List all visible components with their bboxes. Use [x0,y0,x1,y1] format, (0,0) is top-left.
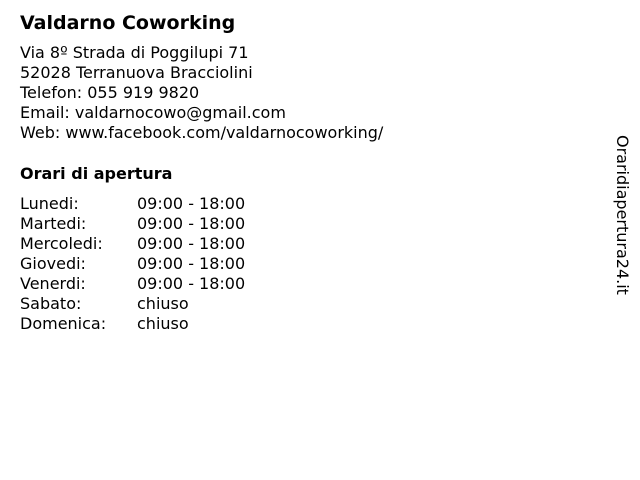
time-value: 09:00 - 18:00 [137,254,246,273]
web-line: Web: www.facebook.com/valdarnocoworking/ [20,123,384,142]
contact-info [20,43,383,143]
day-label: Giovedi: [20,254,86,273]
day-label: Mercoledi: [20,234,103,253]
opening-hours-heading: Orari di apertura [20,164,173,183]
time-value: chiuso [137,294,189,313]
phone-line: Telefon: 055 919 9820 [20,83,200,102]
day-label: Lunedi: [20,194,79,213]
side-brand-watermark: Oraridiapertura24.it [613,135,632,295]
address-line-2: 52028 Terranuova Bracciolini [20,63,253,82]
address-line-1: Via 8º Strada di Poggilupi 71 [20,43,249,62]
time-value: chiuso [137,314,189,333]
business-name: Valdarno Coworking [20,12,236,34]
day-label: Domenica: [20,314,107,333]
time-value: 09:00 - 18:00 [137,274,246,293]
day-label: Venerdi: [20,274,86,293]
time-value: 09:00 - 18:00 [137,214,246,233]
time-value: 09:00 - 18:00 [137,234,246,253]
email-line: Email: valdarnocowo@gmail.com [20,103,286,122]
day-label: Martedi: [20,214,87,233]
time-value: 09:00 - 18:00 [137,194,246,213]
day-label: Sabato: [20,294,82,313]
